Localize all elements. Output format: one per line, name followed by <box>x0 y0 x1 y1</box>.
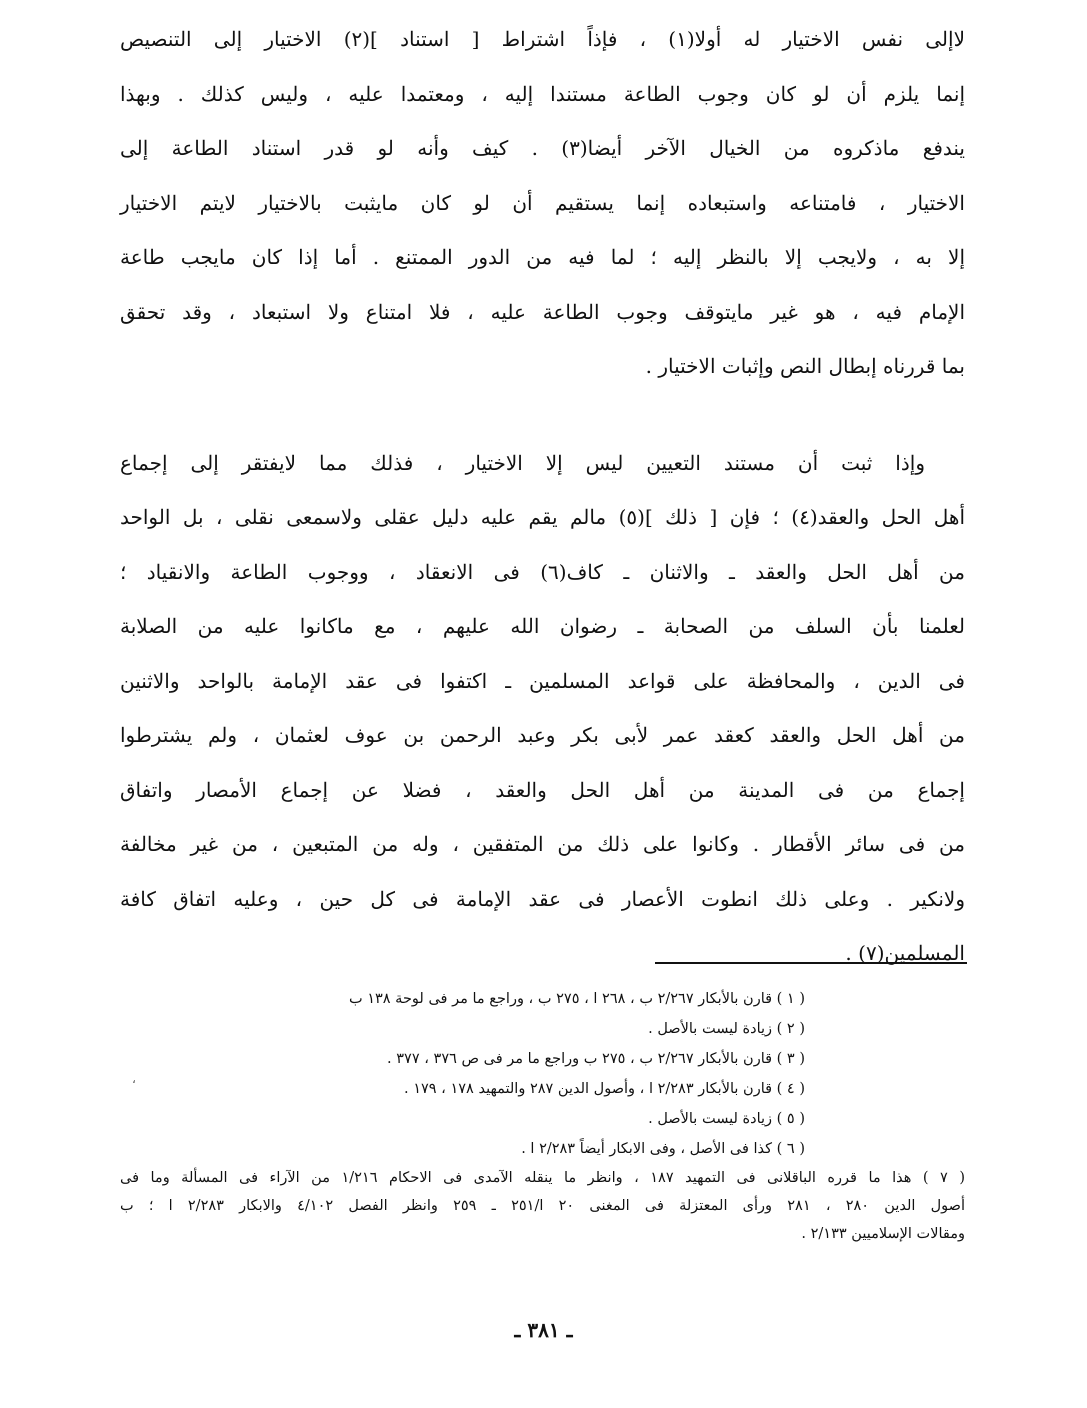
footnote-5: ( ٥ ) زيادة ليست بالأصل . <box>648 1111 805 1127</box>
paragraph-1-line: الإمام فيه ، هو غير مايتوقف وجوب الطاعة عليه ، فلا امتناع ولا استبعاد ، وقد تحقق <box>120 299 965 324</box>
footnote-7-line: أصول الدين ٢٨٠ ، ٢٨١ ورأى المعتزلة فى المغنى ٢٠ ا/٢٥١ ـ ٢٥٩ وانظر الفصل ٤/١٠٢ والابكار ٢/٢٨٣ ا ؛ ب <box>120 1198 966 1214</box>
paragraph-1-line: الاختيار ، فامتناعه واستبعاده إنما يستقيم أن لو كان مايثبت بالاختيار لايتم الاختيار <box>120 190 965 215</box>
paragraph-2-line: من أهل الحل والعقد كعقد عمر لأبى بكر وعبد الرحمن بن عوف لعثمان ، ولم يشترطوا <box>120 723 965 747</box>
footnote-6: ( ٦ ) كذا فى الأصل ، وفى الابكار أيضاً ٢/٢٨٣ ا . <box>521 1141 805 1157</box>
paragraph-gap <box>120 394 965 436</box>
paragraph-2-line: من فى سائر الأقطار . وكانوا على ذلك من المتفقين ، وله من المتبعين ، من غير مخالفة <box>120 832 965 856</box>
main-text <box>120 12 965 981</box>
footnote-separator <box>655 962 967 964</box>
margin-mark: ، <box>132 1072 136 1086</box>
paragraph-2-line: إجماع من فى المدينة من أهل الحل والعقد ، فضلا عن إجماع الأمصار واتفاق <box>120 777 965 802</box>
paragraph-1-line: يندفع ماذكروه من الخيال الآخر أيضا(٣) . كيف وأنه لو قدر استناد الطاعة إلى <box>120 136 966 160</box>
paragraph-2-line: وإذا ثبت أن مستند التعيين ليس إلا الاختيار ، فذلك مما لايفتقر إلى إجماع <box>120 450 925 475</box>
footnote-7-line: ( ٧ ) هذا ما قرره الباقلانى فى التمهيد ١٨٧ ، وانظر ما ينقله الآمدى فى الاحكام ١/٢١٦ من الآراء فى المسألة وما فى <box>120 1170 965 1186</box>
paragraph-2-line: فى الدين ، والمحافظة على قواعد المسلمين ـ اكتفوا فى عقد الإمامة بالواحد والاثنين <box>120 668 965 693</box>
footnote-4: ( ٤ ) قارن بالأبكار ٢/٢٨٣ ا ، وأصول الدين ٢٨٧ والتمهيد ١٧٨ ، ١٧٩ . <box>403 1081 805 1097</box>
page-number: ـ ٣٨١ ـ <box>514 1318 573 1342</box>
footnote-1: ( ١ ) قارن بالأبكار ٢/٢٦٧ ب ، ٢٦٨ ا ، ٢٧٥ ب ، وراجع ما مر فى لوحة ١٣٨ ب <box>348 991 805 1007</box>
paragraph-2-line: المسلمين(٧) . <box>845 941 965 965</box>
paragraph-1-line: بما قررناه إبطال النص وإثبات الاختيار . <box>645 354 965 378</box>
paragraph-2-line: أهل الحل والعقد(٤) ؛ فإن [ ذلك ](٥) مالم يقم عليه دليل عقلى ولاسمعى نقلى ، بل الواحد <box>120 505 966 529</box>
paragraph-2-line: من أهل الحل والعقد ـ والاثنان ـ كاف(٦) فى الانعقاد ، ووجوب الطاعة والانقياد ؛ <box>120 559 965 584</box>
footnote-2: ( ٢ ) زيادة ليست بالأصل . <box>648 1021 805 1037</box>
paragraph-2-line: ولانكير . وعلى ذلك انطوت الأعصار فى عقد الإمامة فى كل حين ، وعليه اتفاق كافة <box>120 886 965 911</box>
footnotes <box>120 984 965 1248</box>
paragraph-1-line: إنما يلزم أن لو كان وجوب الطاعة مستندا إليه ، ومعتمدا عليه ، وليس كذلك . وبهذا <box>120 81 965 106</box>
footnote-7-line: ومقالات الإسلاميين ٢/١٣٣ . <box>801 1226 965 1242</box>
paragraph-1-line: إلا به ، ولايجب إلا بالنظر إليه ؛ لما فيه من الدور الممتنع . أما إذا كان مايجب طاعة <box>120 245 965 269</box>
paragraph-1-line: لاإلى نفس الاختيار له أولا(١) ، فإذاً اشتراط [ استناد ](٢) الاختيار إلى التنصيص <box>120 27 965 51</box>
footnote-3: ( ٣ ) قارن بالأبكار ٢/٢٦٧ ب ، ٢٧٥ ب وراجع ما مر فى ص ٣٧٦ ، ٣٧٧ . <box>387 1051 805 1067</box>
paragraph-2-line: لعلمنا بأن السلف من الصحابة ـ رضوان الله عليهم ، مع ماكانوا عليه من الصلابة <box>120 614 965 638</box>
